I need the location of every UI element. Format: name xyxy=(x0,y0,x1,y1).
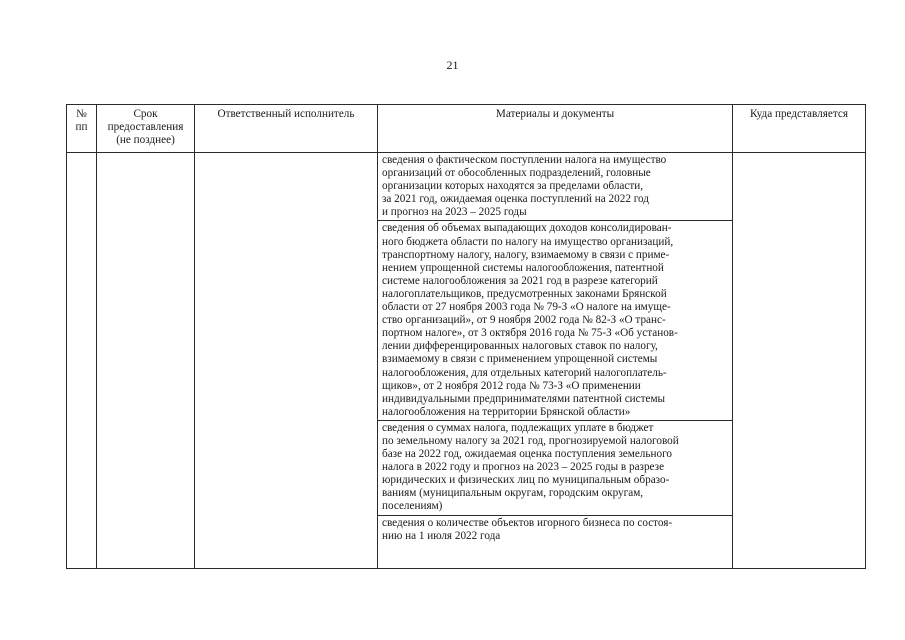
material-line: поселениям) xyxy=(382,500,443,513)
material-item xyxy=(378,153,732,221)
material-line: базе на 2022 год, ожидаемая оценка поступления земельного xyxy=(382,448,672,461)
page-number: 21 xyxy=(446,58,459,72)
header-line: Ответственный исполнитель xyxy=(217,108,355,120)
header-materials xyxy=(378,105,733,153)
header-deadline xyxy=(97,105,195,153)
material-line: ство организаций», от 9 ноября 2002 года № 82-З «О транс- xyxy=(382,314,666,327)
material-line: индивидуальными предпринимателями патентной системы xyxy=(382,392,666,405)
header-line: № xyxy=(76,108,87,120)
material-line: за 2021 год, ожидаемая оценка поступлений на 2022 год xyxy=(382,193,649,206)
header-destination xyxy=(733,105,866,153)
cell-destination xyxy=(733,153,866,569)
table-header-row xyxy=(67,105,866,153)
material-line: сведения об объемах выпадающих доходов консолидирован- xyxy=(382,222,672,235)
material-line: юридических и физических лиц по муниципальным образо- xyxy=(382,474,670,487)
material-line: организаций от обособленных подразделений, головные xyxy=(382,167,651,180)
table-row xyxy=(67,153,866,569)
header-number xyxy=(67,105,97,153)
cell-number xyxy=(67,153,97,569)
material-line: сведения о количестве объектов игорного бизнеса по состоя- xyxy=(382,516,673,529)
material-line: организации которых находятся за пределами области, xyxy=(382,180,644,193)
header-line: Материалы и документы xyxy=(495,108,615,120)
cell-deadline xyxy=(97,153,195,569)
material-line: сведения о суммах налога, подлежащих уплате в бюджет xyxy=(382,421,654,434)
material-line: налогоплательщиков, предусмотренных законами Брянской xyxy=(382,287,667,300)
header-line: (не позднее) xyxy=(116,134,175,147)
material-line: налога в 2022 году и прогноз на 2023 – 2025 годы в разрезе xyxy=(382,461,665,474)
header-line: пп xyxy=(75,121,88,134)
header-responsible xyxy=(195,105,378,153)
material-item xyxy=(378,516,732,544)
material-line: транспортному налогу, налогу, взимаемому в связи с приме- xyxy=(382,248,670,261)
material-line: сведения о фактическом поступлении налога на имущество xyxy=(382,154,667,166)
material-item xyxy=(378,421,732,516)
header-line: предоставления xyxy=(107,121,184,134)
material-line: и прогноз на 2023 – 2025 годы xyxy=(382,206,527,219)
material-line: нию на 1 июля 2022 года xyxy=(382,529,501,542)
material-line: ваниям (муниципальным округам, городским округам, xyxy=(382,487,644,500)
material-line: щиков», от 2 ноября 2012 года № 73-З «О применении xyxy=(382,379,641,392)
header-line: Срок xyxy=(133,108,158,120)
material-line: налогообложения на территории Брянской области» xyxy=(382,405,631,418)
material-line: по земельному налогу за 2021 год, прогнозируемой налоговой xyxy=(382,434,679,447)
material-line: лении дифференцированных налоговых ставок по налогу, xyxy=(382,340,658,353)
material-line: системе налогообложения за 2021 год в разрезе категорий xyxy=(382,274,658,287)
material-line: портном налоге», от 3 октября 2016 года № 75-З «Об установ- xyxy=(382,327,678,340)
cell-responsible xyxy=(195,153,378,569)
material-line: налогообложения, для отдельных категорий налогоплатель- xyxy=(382,366,667,379)
material-line: нением упрощенной системы налогообложения, патентной xyxy=(382,261,664,274)
material-line: взимаемому в связи с применением упрощенной системы xyxy=(382,353,658,366)
cell-materials xyxy=(378,153,733,569)
material-item xyxy=(378,221,732,420)
material-line: области от 27 ноября 2003 года № 79-З «О налоге на имуще- xyxy=(382,301,671,314)
header-line: Куда представляется xyxy=(750,108,848,120)
material-line: ного бюджета области по налогу на имущество организаций, xyxy=(382,235,674,248)
documents-table xyxy=(66,104,866,569)
